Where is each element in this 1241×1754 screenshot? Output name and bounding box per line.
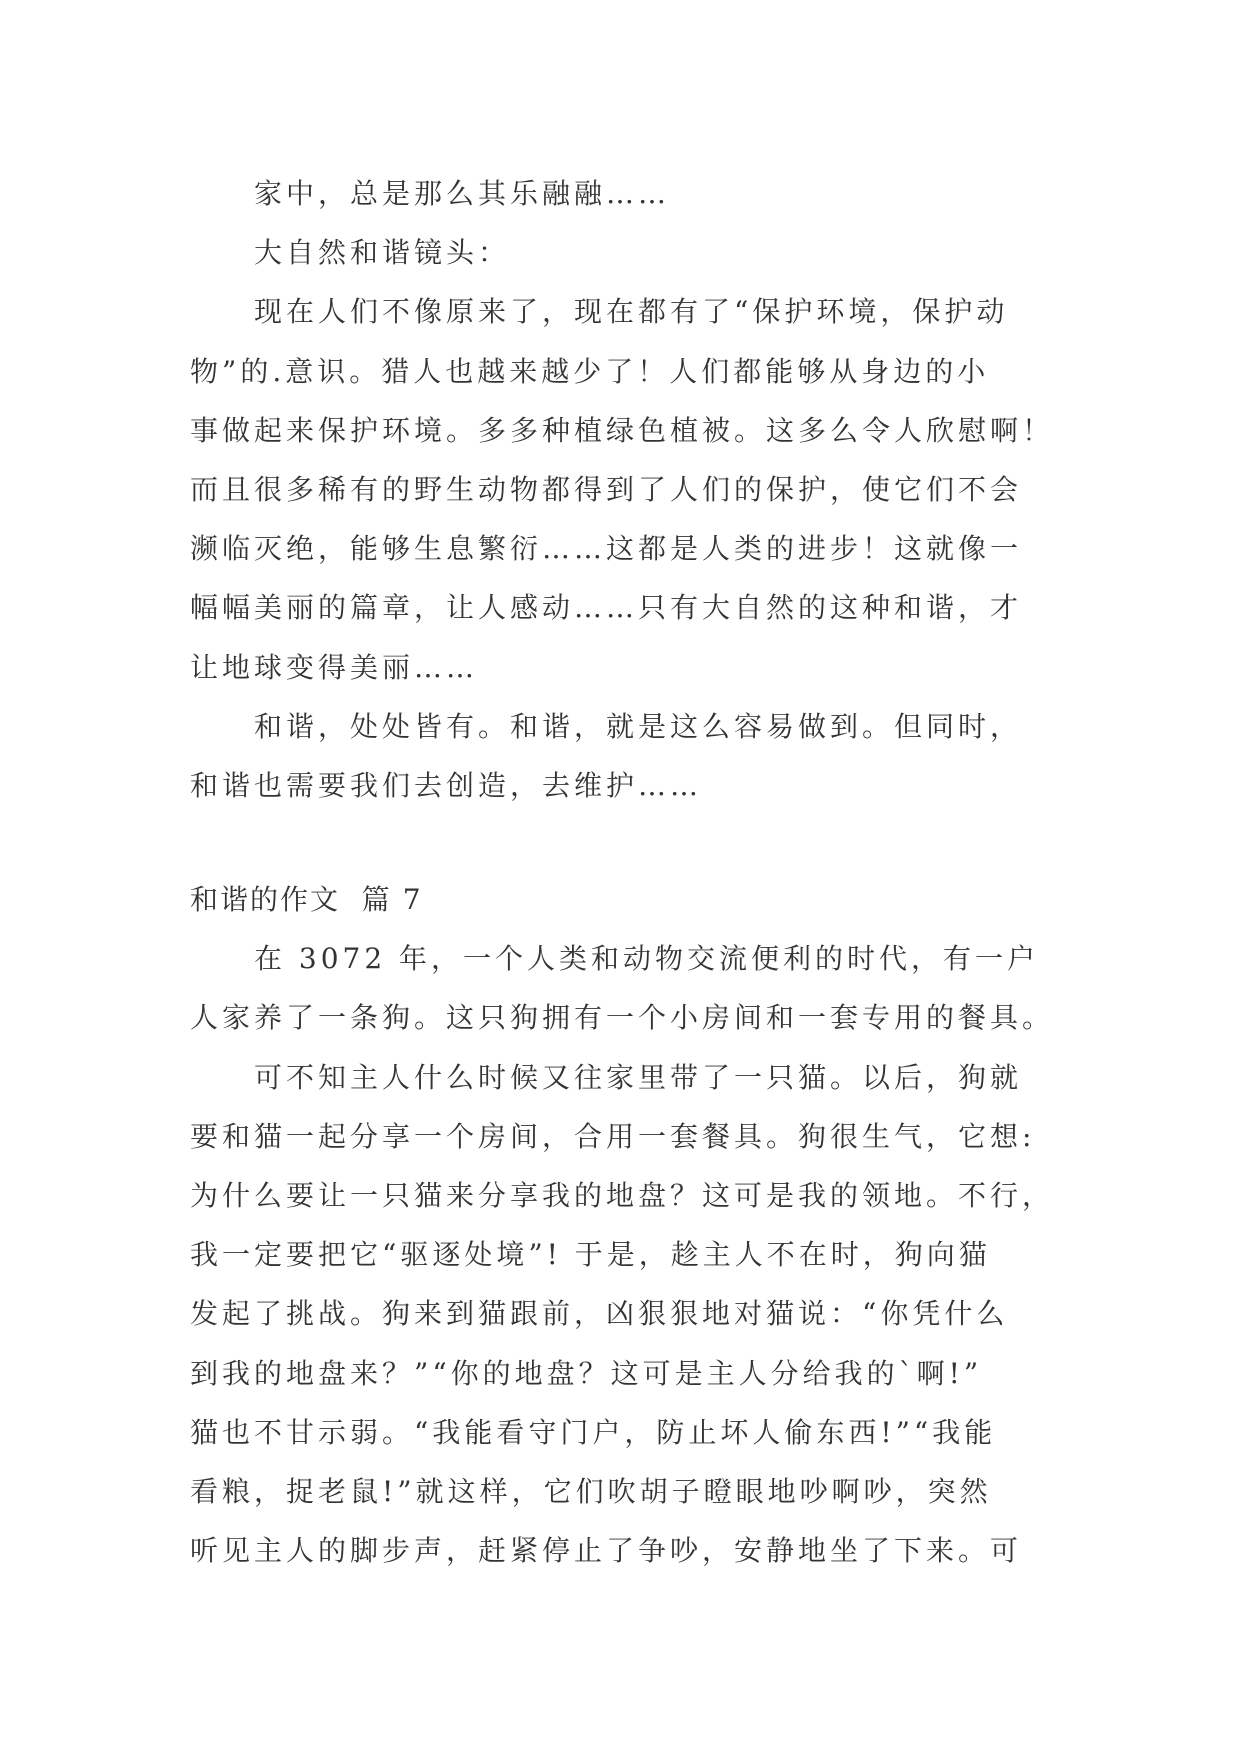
paragraph-line: 猫也不甘示弱。“我能看守门户，防止坏人偷东西!”“我能 (190, 1415, 997, 1449)
paragraph-line: 让地球变得美丽…… (190, 650, 479, 684)
paragraph-line: 为什么要让一只猫来分享我的地盘？这可是我的领地。不行， (190, 1179, 1055, 1212)
paragraph-line: 到我的地盘来？”“你的地盘？这可是主人分给我的`啊!” (190, 1356, 983, 1390)
paragraph-line: 大自然和谐镜头： (254, 236, 511, 270)
paragraph-line: 可不知主人什么时候又往家里带了一只猫。以后，狗就 (254, 1060, 1023, 1094)
document-body (190, 164, 1060, 1580)
paragraph-line: 幅幅美丽的篇章，让人感动……只有大自然的这种和谐，才 (190, 591, 1023, 625)
paragraph-line: 事做起来保护环境。多多种植绿色植被。这多么令人欣慰啊！ (190, 413, 1055, 447)
paragraph-line: 要和猫一起分享一个房间，合用一套餐具。狗很生气，它想: (190, 1119, 1036, 1153)
paragraph-line: 和谐，处处皆有。和谐，就是这么容易做到。但同时， (254, 709, 1023, 743)
paragraph-line: 家中，总是那么其乐融融…… (254, 177, 671, 210)
section-gap (190, 815, 1060, 870)
paragraph-line: 濒临灭绝，能够生息繁衍……这都是人类的进步！这就像一 (190, 532, 1023, 566)
paragraph-line: 和谐也需要我们去创造，去维护…… (190, 768, 703, 802)
paragraph-line: 看粮，捉老鼠!”就这样，它们吹胡子瞪眼地吵啊吵，突然 (190, 1474, 992, 1508)
paragraph-line: 现在人们不像原来了，现在都有了“保护环境，保护动 (254, 295, 1009, 329)
paragraph-line: 而且很多稀有的野生动物都得到了人们的保护，使它们不会 (190, 472, 1023, 506)
paragraph-line: 物”的.意识。猎人也越来越少了！人们都能够从身边的小 (190, 354, 990, 388)
paragraph-line: 在 3072 年，一个人类和动物交流便利的时代，有一户 (254, 942, 1040, 976)
paragraph-line: 人家养了一条狗。这只狗拥有一个小房间和一套专用的餐具。 (190, 1001, 1055, 1035)
paragraph-line: 听见主人的脚步声，赶紧停止了争吵，安静地坐了下来。可 (190, 1534, 1023, 1568)
essay-heading: 和谐的作文 篇 7 (190, 883, 423, 917)
paragraph-line: 发起了挑战。狗来到猫跟前，凶狠狠地对猫说：“你凭什么 (190, 1297, 1009, 1331)
paragraph-line: 我一定要把它“驱逐处境”! 于是，趁主人不在时，狗向猫 (190, 1238, 991, 1272)
